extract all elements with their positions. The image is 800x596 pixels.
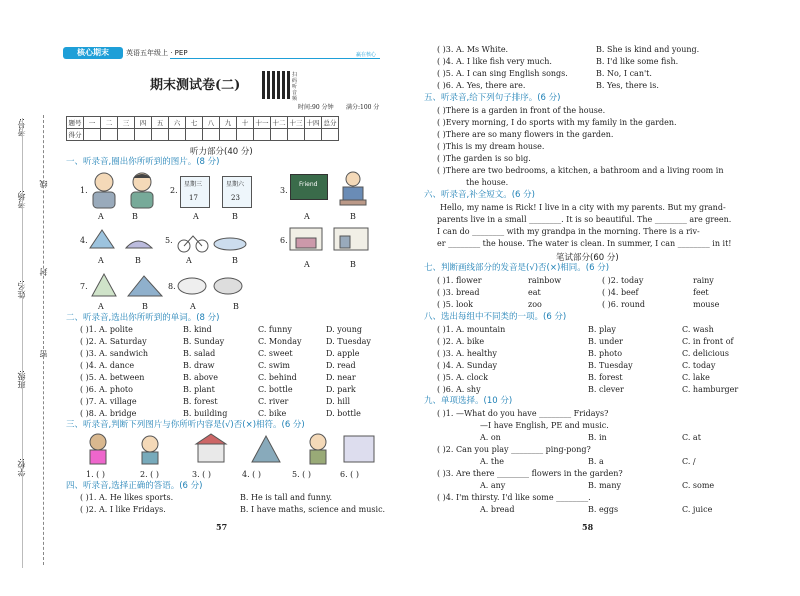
score-cell[interactable] bbox=[152, 129, 169, 141]
s9-title: 九、单项选择。(10 分) bbox=[424, 396, 513, 406]
s8-item[interactable]: ( )2. A. bike bbox=[437, 337, 485, 346]
s9-opt[interactable]: C. / bbox=[682, 457, 696, 466]
q-num: 6. bbox=[280, 236, 288, 245]
s2-opt[interactable]: D. Tuesday bbox=[326, 337, 371, 346]
s2-opt[interactable]: D. near bbox=[326, 373, 356, 382]
score-cell[interactable] bbox=[101, 129, 118, 141]
score-head: 十二 bbox=[271, 117, 288, 129]
s7-word: mouse bbox=[693, 300, 720, 309]
s9-opt[interactable]: B. a bbox=[588, 457, 604, 466]
s2-opt[interactable]: C. bottle bbox=[258, 385, 293, 394]
s2-opt[interactable]: B. salad bbox=[183, 349, 216, 358]
score-cell[interactable] bbox=[322, 129, 339, 141]
opt-a[interactable]: A bbox=[98, 256, 104, 265]
score-head: 十四 bbox=[305, 117, 322, 129]
s8-opt[interactable]: C. today bbox=[682, 361, 716, 370]
q-num: 4. bbox=[80, 236, 88, 245]
score-table bbox=[66, 116, 339, 141]
header-mark: 赢在核心 bbox=[356, 52, 377, 58]
s9-opt[interactable]: B. in bbox=[588, 433, 607, 442]
opt-a[interactable]: A bbox=[193, 212, 199, 221]
s2-opt[interactable]: D. park bbox=[326, 385, 356, 394]
water-mountain-picture bbox=[88, 226, 158, 252]
s5-item[interactable]: ( )There are so many flowers in the garden. bbox=[437, 130, 614, 139]
brand-badge: 核心期末 bbox=[63, 47, 123, 59]
s4-opt[interactable]: B. I have maths, science and music. bbox=[240, 505, 386, 514]
opt-a[interactable]: A bbox=[98, 302, 104, 311]
score-cell[interactable] bbox=[288, 129, 305, 141]
label-feng: 封 bbox=[39, 268, 48, 276]
q-num: 7. bbox=[80, 282, 88, 291]
exam-time: 时间:90 分钟 bbox=[298, 104, 334, 111]
opt-b[interactable]: B bbox=[233, 302, 239, 311]
exam-score: 满分:100 分 bbox=[346, 104, 380, 111]
s3-answer[interactable]: 3. ( ) bbox=[192, 470, 211, 479]
score-cell[interactable] bbox=[203, 129, 220, 141]
s2-opt[interactable]: B. Sunday bbox=[183, 337, 225, 346]
opt-b[interactable]: B bbox=[350, 212, 356, 221]
s4-opt[interactable]: B. Yes, there is. bbox=[596, 81, 659, 90]
header-line bbox=[170, 58, 380, 59]
s2-item[interactable]: ( )7. A. village bbox=[80, 397, 137, 406]
s3-answer[interactable]: 2. ( ) bbox=[140, 470, 159, 479]
written-title: 笔试部分(60 分) bbox=[556, 253, 619, 263]
s8-opt[interactable]: B. play bbox=[588, 325, 616, 334]
s9-question[interactable]: ( )4. I'm thirsty. I'd like some ________. bbox=[437, 493, 591, 502]
s3-answer[interactable]: 5. ( ) bbox=[292, 470, 311, 479]
s2-opt[interactable]: C. funny bbox=[258, 325, 292, 334]
old-man-picture bbox=[88, 170, 168, 210]
s2-opt[interactable]: D. read bbox=[326, 361, 356, 370]
s2-title: 二、听录音,选出你所听到的单词。(8 分) bbox=[66, 313, 220, 323]
s9-opt[interactable]: C. juice bbox=[682, 505, 713, 514]
s3-pictures bbox=[80, 432, 380, 466]
score-head: 十一 bbox=[254, 117, 271, 129]
s4-opt[interactable]: B. No, I can't. bbox=[596, 69, 652, 78]
s2-opt[interactable]: D. young bbox=[326, 325, 362, 334]
score-cell[interactable] bbox=[305, 129, 322, 141]
s6-line[interactable]: I can do ________ with my grandpa in the morning. There is a riv- bbox=[437, 227, 700, 236]
student-picture bbox=[338, 170, 368, 208]
score-head: 一 bbox=[84, 117, 101, 129]
s2-opt[interactable]: B. forest bbox=[183, 397, 218, 406]
calendar-a-picture: 星期三 17 bbox=[180, 176, 210, 208]
s2-opt[interactable]: B. draw bbox=[183, 361, 215, 370]
s7-word: zoo bbox=[528, 300, 542, 309]
s7-word: rainy bbox=[693, 276, 714, 285]
s2-opt[interactable]: C. behind bbox=[258, 373, 297, 382]
score-head: 五 bbox=[152, 117, 169, 129]
s4-item[interactable]: ( )4. A. I like fish very much. bbox=[437, 57, 552, 66]
s7-item[interactable]: ( )3. bread bbox=[437, 288, 480, 297]
s2-item[interactable]: ( )6. A. photo bbox=[80, 385, 133, 394]
label-xian: 线 bbox=[39, 180, 48, 188]
s5-item[interactable]: ( )There is a garden in front of the house. bbox=[437, 106, 606, 115]
s2-opt[interactable]: C. river bbox=[258, 397, 289, 406]
s2-opt[interactable]: B. above bbox=[183, 373, 218, 382]
s8-opt[interactable]: C. hamburger bbox=[682, 385, 739, 394]
s2-item[interactable]: ( )2. A. Saturday bbox=[80, 337, 147, 346]
s8-opt[interactable]: C. in front of bbox=[682, 337, 734, 346]
s9-question[interactable]: ( )2. Can you play ________ ping-pong? bbox=[437, 445, 591, 454]
s7-item[interactable]: ( )5. look bbox=[437, 300, 473, 309]
q-num: 5. bbox=[165, 236, 173, 245]
name-line bbox=[22, 118, 23, 568]
q-num: 8. bbox=[168, 282, 176, 291]
page-number-left: 57 bbox=[216, 522, 228, 532]
s8-opt[interactable]: C. wash bbox=[682, 325, 714, 334]
cut-line bbox=[43, 115, 44, 565]
s2-opt[interactable]: C. Monday bbox=[258, 337, 302, 346]
s9-question-line2: —I have English, PE and music. bbox=[480, 421, 609, 430]
s9-opt[interactable]: B. many bbox=[588, 481, 621, 490]
s7-item[interactable]: ( )2. today bbox=[602, 276, 644, 285]
s5-item[interactable]: ( )The garden is so big. bbox=[437, 154, 531, 163]
opt-b[interactable]: B bbox=[232, 256, 238, 265]
s9-opt[interactable]: A. on bbox=[480, 433, 501, 442]
bike-swim-picture bbox=[172, 226, 252, 254]
q-num: 2. bbox=[170, 186, 178, 195]
s8-item[interactable]: ( )5. A. clock bbox=[437, 373, 489, 382]
score-head: 十 bbox=[237, 117, 254, 129]
s2-opt[interactable]: C. sweet bbox=[258, 349, 293, 358]
s8-item[interactable]: ( )6. A. shy bbox=[437, 385, 481, 394]
score-head: 九 bbox=[220, 117, 237, 129]
score-head: 十三 bbox=[288, 117, 305, 129]
s1-title: 一、听录音,圈出你所听到的图片。(8 分) bbox=[66, 157, 220, 167]
score-cell[interactable] bbox=[135, 129, 152, 141]
score-head: 二 bbox=[101, 117, 118, 129]
s9-question[interactable]: ( )3. Are there ________ flowers in the garden? bbox=[437, 469, 623, 478]
opt-b[interactable]: B bbox=[132, 212, 138, 221]
score-row-label: 得分 bbox=[67, 129, 84, 141]
s2-opt[interactable]: D. apple bbox=[326, 349, 360, 358]
s5-item-cont: the house. bbox=[466, 178, 509, 187]
opt-a[interactable]: A bbox=[304, 212, 310, 221]
score-cell[interactable] bbox=[186, 129, 203, 141]
score-cell[interactable] bbox=[254, 129, 271, 141]
s3-answer[interactable]: 4. ( ) bbox=[242, 470, 261, 479]
qr-code bbox=[262, 71, 290, 99]
s4-item[interactable]: ( )3. A. Ms White. bbox=[437, 45, 509, 54]
label-mi: 密 bbox=[39, 350, 48, 358]
s8-opt[interactable]: B. photo bbox=[588, 349, 623, 358]
s3-answer[interactable]: 1. ( ) bbox=[86, 470, 105, 479]
s8-opt[interactable]: B. under bbox=[588, 337, 623, 346]
score-cell[interactable] bbox=[169, 129, 186, 141]
page-number-right: 58 bbox=[582, 522, 594, 532]
s7-item[interactable]: ( )6. round bbox=[602, 300, 646, 309]
opt-b[interactable]: B bbox=[135, 256, 141, 265]
s4-item[interactable]: ( )1. A. He likes sports. bbox=[80, 493, 174, 502]
s2-item[interactable]: ( )4. A. dance bbox=[80, 361, 135, 370]
s8-opt[interactable]: C. lake bbox=[682, 373, 710, 382]
s4-item[interactable]: ( )6. A. Yes, there are. bbox=[437, 81, 526, 90]
s5-item[interactable]: ( )Every morning, I do sports with my family in the garden. bbox=[437, 118, 677, 127]
score-head: 四 bbox=[135, 117, 152, 129]
s7-item[interactable]: ( )1. flower bbox=[437, 276, 482, 285]
s3-title: 三、听录音,判断下列图片与你所听内容是(√)否(×)相符。(6 分) bbox=[66, 420, 305, 430]
score-head: 总分 bbox=[322, 117, 339, 129]
score-head: 八 bbox=[203, 117, 220, 129]
s2-opt[interactable]: B. plant bbox=[183, 385, 215, 394]
s2-opt[interactable]: D. bottle bbox=[326, 409, 361, 418]
score-cell[interactable] bbox=[118, 129, 135, 141]
s5-title: 五、听录音,给下列句子排序。(6 分) bbox=[424, 93, 561, 103]
tree-mountain-picture bbox=[88, 270, 168, 300]
s2-opt[interactable]: C. swim bbox=[258, 361, 291, 370]
page-title: 期末测试卷(二) bbox=[150, 78, 241, 93]
score-cell[interactable] bbox=[84, 129, 101, 141]
s2-opt[interactable]: B. building bbox=[183, 409, 228, 418]
s2-opt[interactable]: D. hill bbox=[326, 397, 351, 406]
opt-a[interactable]: A bbox=[304, 260, 310, 269]
calendar-b-picture: 星期六 23 bbox=[222, 176, 252, 208]
s8-opt[interactable]: B. forest bbox=[588, 373, 623, 382]
s4-opt[interactable]: B. I'd like some fish. bbox=[596, 57, 679, 66]
s3-answer[interactable]: 6. ( ) bbox=[340, 470, 359, 479]
score-head: 七 bbox=[186, 117, 203, 129]
opt-b[interactable]: B bbox=[142, 302, 148, 311]
room-picture bbox=[288, 224, 372, 254]
s4-opt[interactable]: B. He is tall and funny. bbox=[240, 493, 333, 502]
s9-opt[interactable]: C. at bbox=[682, 433, 701, 442]
s8-opt[interactable]: C. delicious bbox=[682, 349, 730, 358]
score-cell[interactable] bbox=[271, 129, 288, 141]
s8-item[interactable]: ( )1. A. mountain bbox=[437, 325, 506, 334]
s8-item[interactable]: ( )4. A. Sunday bbox=[437, 361, 498, 370]
listening-title: 听力部分(40 分) bbox=[190, 147, 253, 157]
s7-title: 七、判断画线部分的发音是(√)否(×)相同。(6 分) bbox=[424, 263, 610, 273]
s9-opt[interactable]: B. eggs bbox=[588, 505, 619, 514]
s7-item[interactable]: ( )4. beef bbox=[602, 288, 639, 297]
score-cell[interactable] bbox=[220, 129, 237, 141]
s2-opt[interactable]: B. kind bbox=[183, 325, 212, 334]
s5-item[interactable]: ( )There are two bedrooms, a kitchen, a bathroom and a living room in bbox=[437, 166, 724, 175]
s2-opt[interactable]: C. bike bbox=[258, 409, 287, 418]
q-num: 1. bbox=[80, 186, 88, 195]
s2-item[interactable]: ( )1. A. polite bbox=[80, 325, 133, 334]
blackboard-picture: Friend bbox=[290, 174, 328, 200]
opt-a[interactable]: A bbox=[186, 256, 192, 265]
opt-b[interactable]: B bbox=[350, 260, 356, 269]
s9-opt[interactable]: A. the bbox=[480, 457, 504, 466]
s4-title: 四、听录音,选择正确的答语。(6 分) bbox=[66, 481, 203, 491]
s4-item[interactable]: ( )2. A. I like Fridays. bbox=[80, 505, 166, 514]
opt-a[interactable]: A bbox=[190, 302, 196, 311]
food-picture bbox=[176, 272, 246, 298]
score-head: 六 bbox=[169, 117, 186, 129]
s9-opt[interactable]: C. some bbox=[682, 481, 715, 490]
score-cell[interactable] bbox=[237, 129, 254, 141]
s4-item[interactable]: ( )5. A. I can sing English songs. bbox=[437, 69, 568, 78]
subject-label: 英语五年级上 · PEP bbox=[126, 49, 188, 57]
q-num: 3. bbox=[280, 186, 288, 195]
s8-opt[interactable]: B. clever bbox=[588, 385, 624, 394]
s8-item[interactable]: ( )3. A. healthy bbox=[437, 349, 497, 358]
opt-b[interactable]: B bbox=[232, 212, 238, 221]
s6-line[interactable]: parents live in a small ________. It is so beautiful. The ________ are green. bbox=[437, 215, 732, 224]
s8-opt[interactable]: B. Tuesday bbox=[588, 361, 633, 370]
s4-opt[interactable]: B. She is kind and young. bbox=[596, 45, 700, 54]
s6-line: Hello, my name is Rick! I live in a city with my parents. But my grand- bbox=[440, 203, 726, 212]
s9-opt[interactable]: A. any bbox=[480, 481, 506, 490]
score-head: 题号 bbox=[67, 117, 84, 129]
s9-opt[interactable]: A. bread bbox=[480, 505, 515, 514]
s2-item[interactable]: ( )8. A. bridge bbox=[80, 409, 137, 418]
s5-item[interactable]: ( )This is my dream house. bbox=[437, 142, 545, 151]
s7-word: rainbow bbox=[528, 276, 562, 285]
s9-question[interactable]: ( )1. —What do you have ________ Fridays? bbox=[437, 409, 609, 418]
s6-line[interactable]: er ________ the house. The water is clean. In summer, I can ________ in it! bbox=[437, 239, 732, 248]
s2-item[interactable]: ( )5. A. between bbox=[80, 373, 145, 382]
qr-label: 扫码听音频 bbox=[292, 72, 298, 102]
opt-a[interactable]: A bbox=[98, 212, 104, 221]
score-head: 三 bbox=[118, 117, 135, 129]
s2-item[interactable]: ( )3. A. sandwich bbox=[80, 349, 149, 358]
s6-title: 六、听录音,补全短文。(6 分) bbox=[424, 190, 535, 200]
s7-word: eat bbox=[528, 288, 541, 297]
s8-title: 八、选出每组中不同类的一项。(6 分) bbox=[424, 312, 567, 322]
s7-word: feet bbox=[693, 288, 709, 297]
